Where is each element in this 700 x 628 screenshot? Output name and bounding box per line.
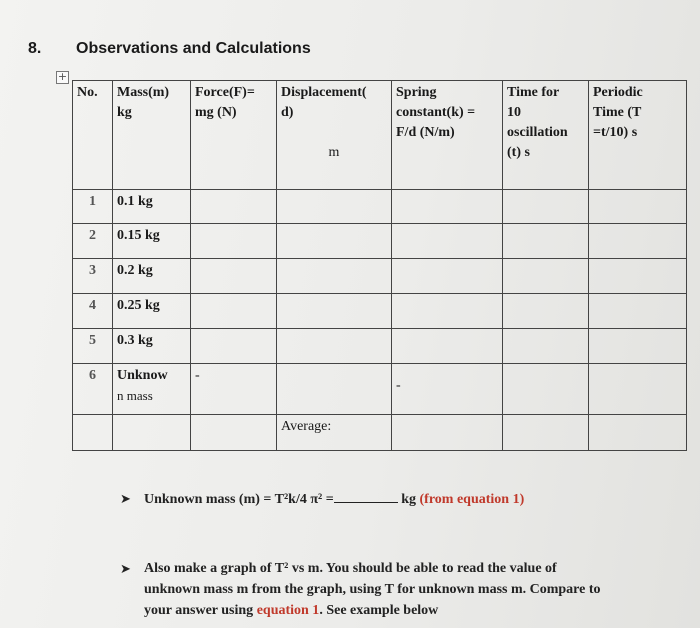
header-no: No. <box>73 81 113 190</box>
spring-constant-cell[interactable] <box>392 329 503 364</box>
table-header-row <box>73 81 687 190</box>
table-row <box>73 259 687 294</box>
time-cell[interactable] <box>503 329 589 364</box>
header-mass: Mass(m) kg <box>113 81 191 190</box>
equation-ref: (from equation 1) <box>419 492 525 507</box>
force-cell[interactable] <box>191 329 277 364</box>
row-number: 1 <box>73 189 113 224</box>
table-row-unknown <box>73 363 687 414</box>
row-number: 6 <box>73 363 113 414</box>
row-number: 2 <box>73 224 113 259</box>
time-cell[interactable] <box>503 363 589 414</box>
time-cell[interactable] <box>503 259 589 294</box>
row-number: 5 <box>73 329 113 364</box>
period-cell[interactable] <box>589 259 687 294</box>
header-force: Force(F)= mg (N) <box>191 81 277 190</box>
period-cell[interactable] <box>589 294 687 329</box>
force-cell[interactable] <box>191 224 277 259</box>
header-spring-constant: Spring constant(k) = F/d (N/m) <box>392 81 503 190</box>
average-spring-cell[interactable] <box>392 415 503 451</box>
force-cell[interactable] <box>191 259 277 294</box>
header-displacement: Displacement( d) m <box>277 81 392 190</box>
mass-cell: 0.25 kg <box>113 294 191 329</box>
row-number: 4 <box>73 294 113 329</box>
unknown-mass-note: Unknown mass (m) = T²k/4 π² = kg (from equation 1) <box>144 488 524 510</box>
force-cell[interactable] <box>191 189 277 224</box>
table-row <box>73 329 687 364</box>
spring-constant-cell[interactable]: - <box>392 363 503 414</box>
mass-cell: 0.15 kg <box>113 224 191 259</box>
displacement-cell[interactable] <box>277 329 392 364</box>
table-move-handle-icon[interactable]: + <box>57 70 68 83</box>
displacement-cell[interactable] <box>277 189 392 224</box>
row-number: 3 <box>73 259 113 294</box>
bullet-arrow-icon: ➤ <box>120 491 131 506</box>
header-periodic-time: Periodic Time (T =t/10) s <box>589 81 687 190</box>
displacement-cell[interactable] <box>277 363 392 414</box>
mass-cell: 0.1 kg <box>113 189 191 224</box>
period-cell[interactable] <box>589 224 687 259</box>
force-cell[interactable] <box>191 294 277 329</box>
average-label: Average: <box>277 415 392 451</box>
graph-instruction: Also make a graph of T² vs m. You should be able to read the value of unknown mass m from the graph, using T for unknown mass m. Compare to your answer using equation 1. See example below <box>144 561 601 618</box>
force-cell[interactable]: - <box>191 363 277 414</box>
average-row <box>73 415 687 451</box>
section-title: Observations and Calculations <box>76 40 311 57</box>
displacement-cell[interactable] <box>277 224 392 259</box>
period-cell[interactable] <box>589 329 687 364</box>
mass-cell: 0.3 kg <box>113 329 191 364</box>
header-time: Time for 10 oscillation (t) s <box>503 81 589 190</box>
time-cell[interactable] <box>503 224 589 259</box>
spring-constant-cell[interactable] <box>392 294 503 329</box>
table-row <box>73 189 687 224</box>
section-number: 8. <box>28 40 42 57</box>
equation-ref: equation 1 <box>256 603 320 618</box>
unknown-mass-blank[interactable] <box>334 488 398 503</box>
displacement-cell[interactable] <box>277 294 392 329</box>
observations-table <box>72 80 687 451</box>
spring-constant-cell[interactable] <box>392 259 503 294</box>
period-cell[interactable] <box>589 189 687 224</box>
time-cell[interactable] <box>503 294 589 329</box>
table-row <box>73 294 687 329</box>
displacement-cell[interactable] <box>277 259 392 294</box>
table-row <box>73 224 687 259</box>
mass-cell: 0.2 kg <box>113 259 191 294</box>
mass-cell-unknown: Unknow n mass <box>113 363 191 414</box>
period-cell[interactable] <box>589 363 687 414</box>
bullet-arrow-icon: ➤ <box>120 561 131 576</box>
spring-constant-cell[interactable] <box>392 189 503 224</box>
spring-constant-cell[interactable] <box>392 224 503 259</box>
time-cell[interactable] <box>503 189 589 224</box>
